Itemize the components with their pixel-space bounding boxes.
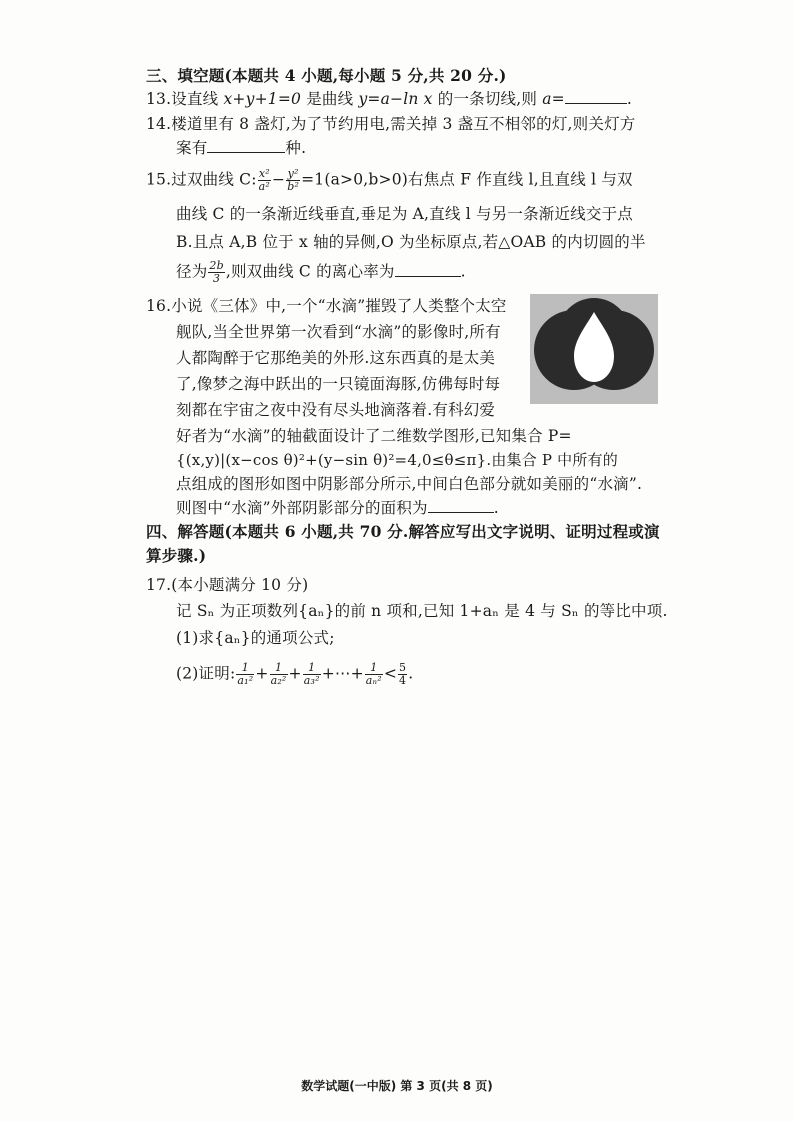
q15-frac1-den: a² — [258, 180, 271, 193]
q17-dots: +⋯+ — [321, 664, 364, 683]
q13-mid: 是曲线 — [301, 90, 359, 108]
q17-term-n — [365, 662, 383, 687]
question-15-line-3: B.且点 A,B 位于 x 轴的异侧,O 为坐标原点,若△OAB 的内切圆的半 — [176, 233, 646, 251]
q17-end: . — [408, 664, 414, 683]
q17-less-than: < — [383, 664, 398, 683]
q13-suffix: 的一条切线,则 — [432, 90, 543, 108]
q13-curve: y=a−ln x — [358, 90, 433, 108]
page-footer: 数学试题(一中版) 第 3 页(共 8 页) — [301, 1079, 493, 1093]
q13-prefix: 13.设直线 — [146, 90, 224, 108]
q15-fraction-y — [286, 168, 300, 193]
q15-line4-prefix: 径为 — [176, 262, 208, 281]
q15-fraction-radius — [208, 260, 224, 285]
q17-term-2 — [270, 662, 288, 687]
question-13 — [146, 89, 632, 109]
q15-frac3-num: 2b — [209, 259, 224, 272]
q13-line-equation: x+y+1=0 — [223, 90, 302, 108]
section-4-title-line-1: 四、解答题(本题共 6 小题,共 70 分.解答应写出文字说明、证明过程或演 — [146, 522, 660, 541]
q15-prefix: 15.过双曲线 C: — [146, 170, 257, 189]
question-16-line-7: {(x,y)|(x−cos θ)²+(y−sin θ)²=4,0≤θ≤π}.由集合 P 中所有的 — [176, 451, 618, 469]
q17-t2-num: 1 — [270, 662, 288, 675]
q17-t3-num: 1 — [303, 662, 321, 675]
section-4-title-line-2: 算步骤.) — [146, 546, 207, 565]
q16-line9-prefix: 则图中“水滴”外部阴影部分的面积为 — [176, 499, 428, 517]
q17-rhs — [398, 662, 407, 687]
q15-frac3-den: 3 — [213, 272, 221, 285]
q15-line4-suffix: ,则双曲线 C 的离心率为 — [225, 262, 395, 281]
q17-t1-num: 1 — [236, 662, 254, 675]
q17-part2-prefix: (2)证明: — [176, 664, 236, 683]
question-16-line-3: 人都陶醉于它那绝美的外形.这东西真的是太美 — [176, 349, 496, 367]
section-3-title: 三、填空题(本题共 4 小题,每小题 5 分,共 20 分.) — [146, 66, 507, 85]
q14-answer-blank[interactable] — [207, 138, 285, 153]
question-14-line-2 — [176, 138, 306, 158]
question-17-part-1: (1)求{aₙ}的通项公式; — [176, 629, 335, 647]
q17-tn-num: 1 — [365, 662, 383, 675]
q13-answer-blank[interactable] — [565, 89, 627, 104]
q15-frac1-num: x² — [258, 167, 270, 180]
q17-term-3 — [303, 662, 321, 687]
question-16-line-9 — [176, 498, 499, 518]
q16-answer-blank[interactable] — [428, 498, 494, 513]
question-16-line-1: 16.小说《三体》中,一个“水滴”摧毁了人类整个太空 — [146, 297, 507, 315]
q15-minus: − — [272, 170, 286, 189]
question-17-header: 17.(本小题满分 10 分) — [146, 576, 309, 594]
q15-frac2-num: y² — [287, 167, 299, 180]
question-14-line-1: 14.楼道里有 8 盏灯,为了节约用电,需关掉 3 盏互不相邻的灯,则关灯方 — [146, 115, 636, 133]
question-16-line-6: 好者为“水滴”的轴截面设计了二维数学图形,已知集合 P= — [176, 427, 572, 445]
q15-suffix: =1(a>0,b>0)右焦点 F 作直线 l,且直线 l 与双 — [301, 170, 633, 189]
question-15-line-2: 曲线 C 的一条渐近线垂直,垂足为 A,直线 l 与另一条渐近线交于点 — [176, 205, 634, 223]
q13-var: a= — [542, 90, 565, 108]
q17-t2-den: a₂² — [270, 674, 287, 687]
question-15-line-1 — [146, 168, 633, 193]
q13-end: . — [626, 90, 632, 108]
question-16-line-4: 了,像梦之海中跃出的一只镜面海豚,仿佛每时每 — [176, 375, 501, 393]
q14-suffix: 种. — [285, 139, 307, 157]
question-16-line-2: 舰队,当全世界第一次看到“水滴”的影像时,所有 — [176, 323, 501, 341]
question-16-line-5: 刻都在宇宙之夜中没有尽头地滴落着.有科幻爱 — [176, 401, 496, 419]
q16-end: . — [493, 499, 499, 517]
q14-prefix: 案有 — [176, 139, 208, 157]
question-17-stem: 记 Sₙ 为正项数列{aₙ}的前 n 项和,已知 1+aₙ 是 4 与 Sₙ 的等比中项. — [176, 602, 668, 620]
q17-rhs-num: 5 — [399, 661, 407, 674]
q15-answer-blank[interactable] — [395, 262, 461, 277]
q17-term-1 — [236, 662, 254, 687]
question-16-line-8: 点组成的图形如图中阴影部分所示,中间白色部分就如美丽的“水滴”. — [176, 475, 643, 493]
q15-end: . — [460, 262, 466, 281]
q17-t3-den: a₃² — [303, 674, 320, 687]
question-15-line-4 — [176, 260, 466, 285]
q15-frac2-den: b² — [287, 180, 300, 193]
q17-tn-den: aₙ² — [365, 674, 382, 687]
water-drop-graphic — [530, 294, 658, 404]
q17-t1-den: a₁² — [237, 674, 254, 687]
q15-fraction-x — [258, 168, 271, 193]
q17-rhs-den: 4 — [399, 674, 407, 687]
question-17-part-2: (2)证明: $\frac{1}{\text{a₁²}}$ + $\frac{1}{\text{a₂²}}$ + $\frac{1}{\text{a₃²}}$ +⋯+ $\frac{1}{\text{aₙ²}}$ < $\frac{5}{4}$ . — [176, 661, 414, 687]
water-drop-figure — [530, 294, 658, 404]
